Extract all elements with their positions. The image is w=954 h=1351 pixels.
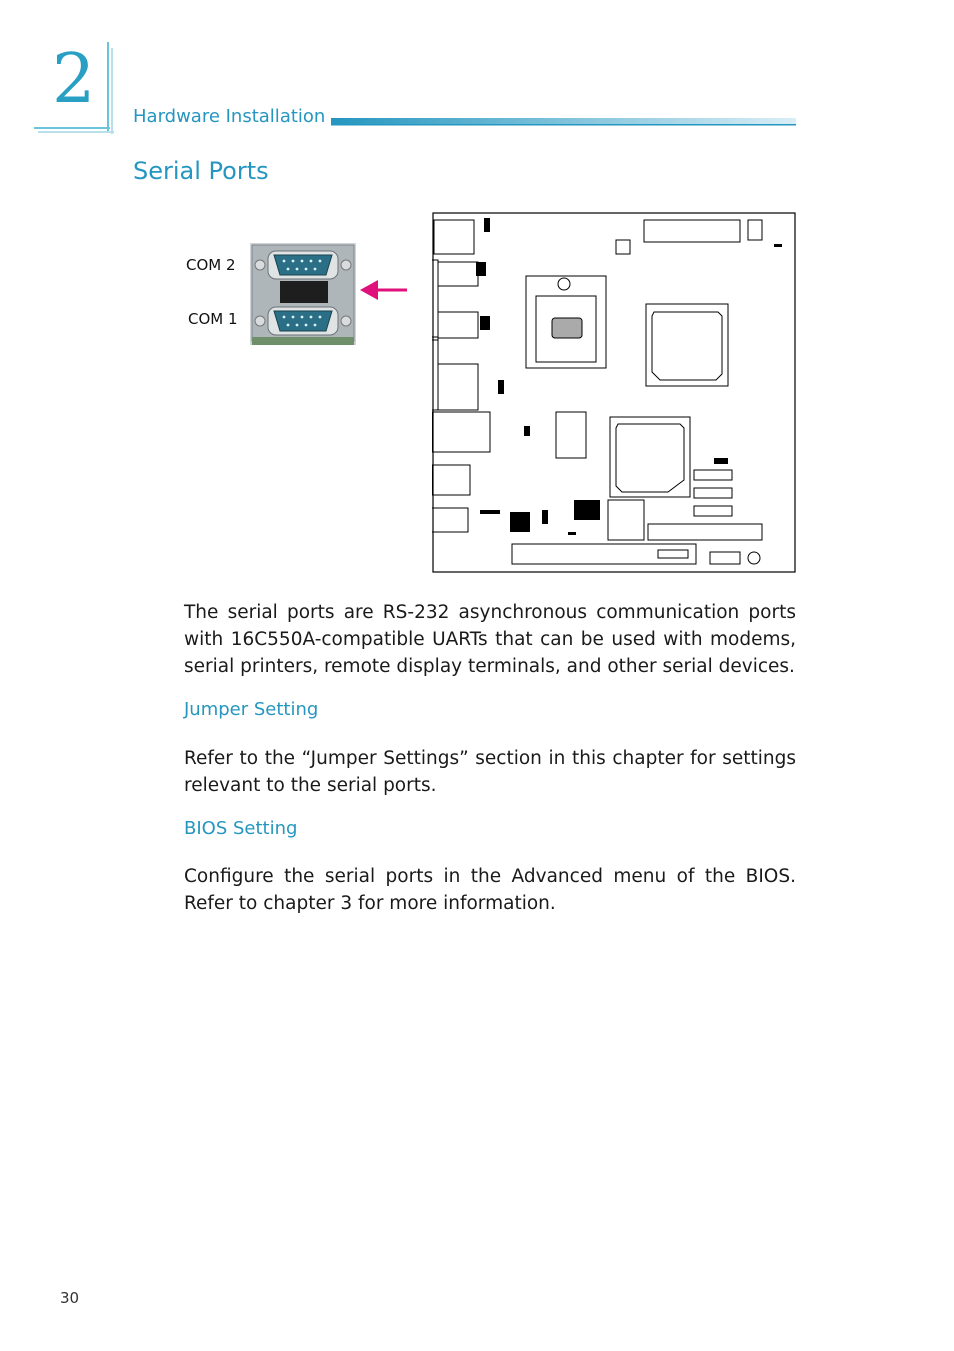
jumper-setting-paragraph: Refer to the “Jumper Settings” section in this chapter for settings relevant to the serial ports.: [184, 748, 796, 796]
intro-paragraph: The serial ports are RS-232 asynchronous communication ports with 16C550A-compatible UARTs that can be used with modems, serial printers, remote display terminals, and other serial devices.: [184, 602, 796, 677]
header-rule: [331, 118, 796, 126]
com1-connector: [255, 307, 351, 335]
chapter-number: 2: [52, 40, 96, 119]
page-number: 30: [60, 1289, 80, 1307]
com1-label: COM 1: [188, 310, 238, 328]
serial-ports-photo: [250, 243, 356, 345]
com2-label: COM 2: [186, 256, 236, 274]
bios-setting-paragraph: Configure the serial ports in the Advanced menu of the BIOS. Refer to chapter 3 for more information.: [184, 866, 796, 914]
section-title: Serial Ports: [133, 157, 269, 185]
header-label: Hardware Installation: [133, 106, 326, 127]
jumper-setting-heading: Jumper Setting: [184, 699, 319, 720]
com2-connector: [255, 251, 351, 279]
bios-setting-heading: BIOS Setting: [184, 818, 298, 839]
pointer-arrow: [360, 278, 408, 302]
motherboard-diagram: [432, 212, 796, 573]
